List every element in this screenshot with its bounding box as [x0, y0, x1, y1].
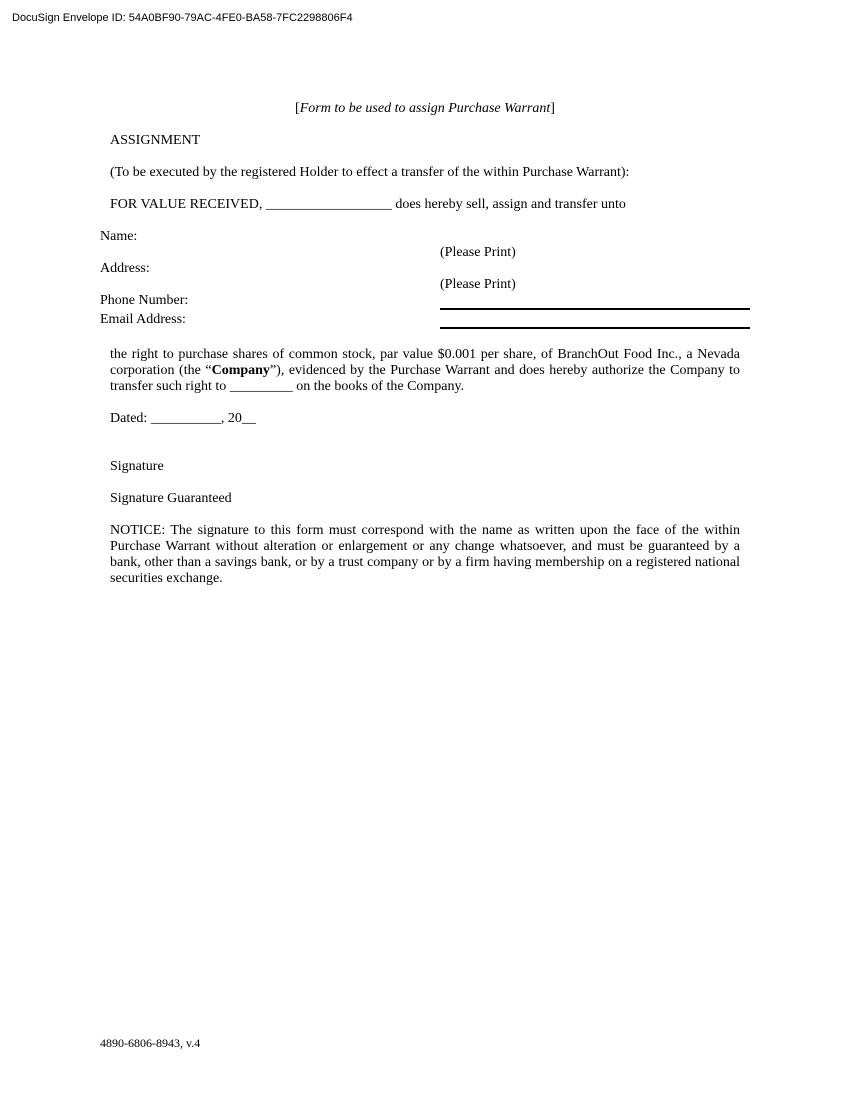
signature-label: Signature	[110, 459, 164, 474]
assignment-heading: ASSIGNMENT	[110, 133, 201, 148]
transfer-paragraph	[110, 347, 740, 395]
transfer-paragraph-part2: ”), evidenced by the Purchase Warrant and does hereby authorize the Company to transfer such right to _________ on the books of the Company.	[110, 363, 740, 394]
form-title	[0, 101, 850, 117]
value-received-suffix: does hereby sell, assign and transfer unto	[391, 197, 626, 212]
name-please-print: (Please Print)	[440, 245, 516, 260]
document-footer-id: 4890-6806-8943, v.4	[100, 1036, 201, 1050]
value-received-prefix: FOR VALUE RECEIVED,	[110, 197, 266, 212]
transfer-paragraph-part1: the right to purchase shares of common stock, par value $0.001 per share, of BranchOut Food Inc., a Nevada corporation (the “	[110, 347, 740, 378]
address-label: Address:	[100, 261, 150, 276]
address-please-print: (Please Print)	[440, 277, 516, 292]
signature-guaranteed-label: Signature Guaranteed	[110, 491, 232, 506]
phone-number-line	[440, 308, 750, 310]
name-label: Name:	[100, 229, 138, 244]
instruction-text: (To be executed by the registered Holder to effect a transfer of the within Purchase Warrant):	[110, 165, 630, 180]
email-address-label: Email Address:	[100, 312, 186, 327]
form-title-open-bracket: [	[295, 101, 300, 116]
docusign-envelope-id: DocuSign Envelope ID: 54A0BF90-79AC-4FE0-BA58-7FC2298806F4	[12, 12, 353, 24]
form-title-text: Form to be used to assign Purchase Warrant	[299, 101, 551, 116]
value-received-blank: __________________	[265, 197, 392, 212]
email-address-line	[440, 327, 750, 329]
notice-paragraph: NOTICE: The signature to this form must correspond with the name as written upon the face of the within Purchase Warrant without alteration or enlargement or any change whatsoever, and must be guaranteed by a bank, other than a savings bank, or by a trust company or by a firm having membership on a registered national securities exchange.	[110, 523, 740, 586]
company-term: Company	[211, 363, 270, 378]
form-title-close-bracket: ]	[550, 101, 555, 116]
phone-number-label: Phone Number:	[100, 293, 189, 308]
dated-line: Dated: __________, 20__	[110, 411, 256, 426]
value-received-line	[110, 197, 626, 213]
